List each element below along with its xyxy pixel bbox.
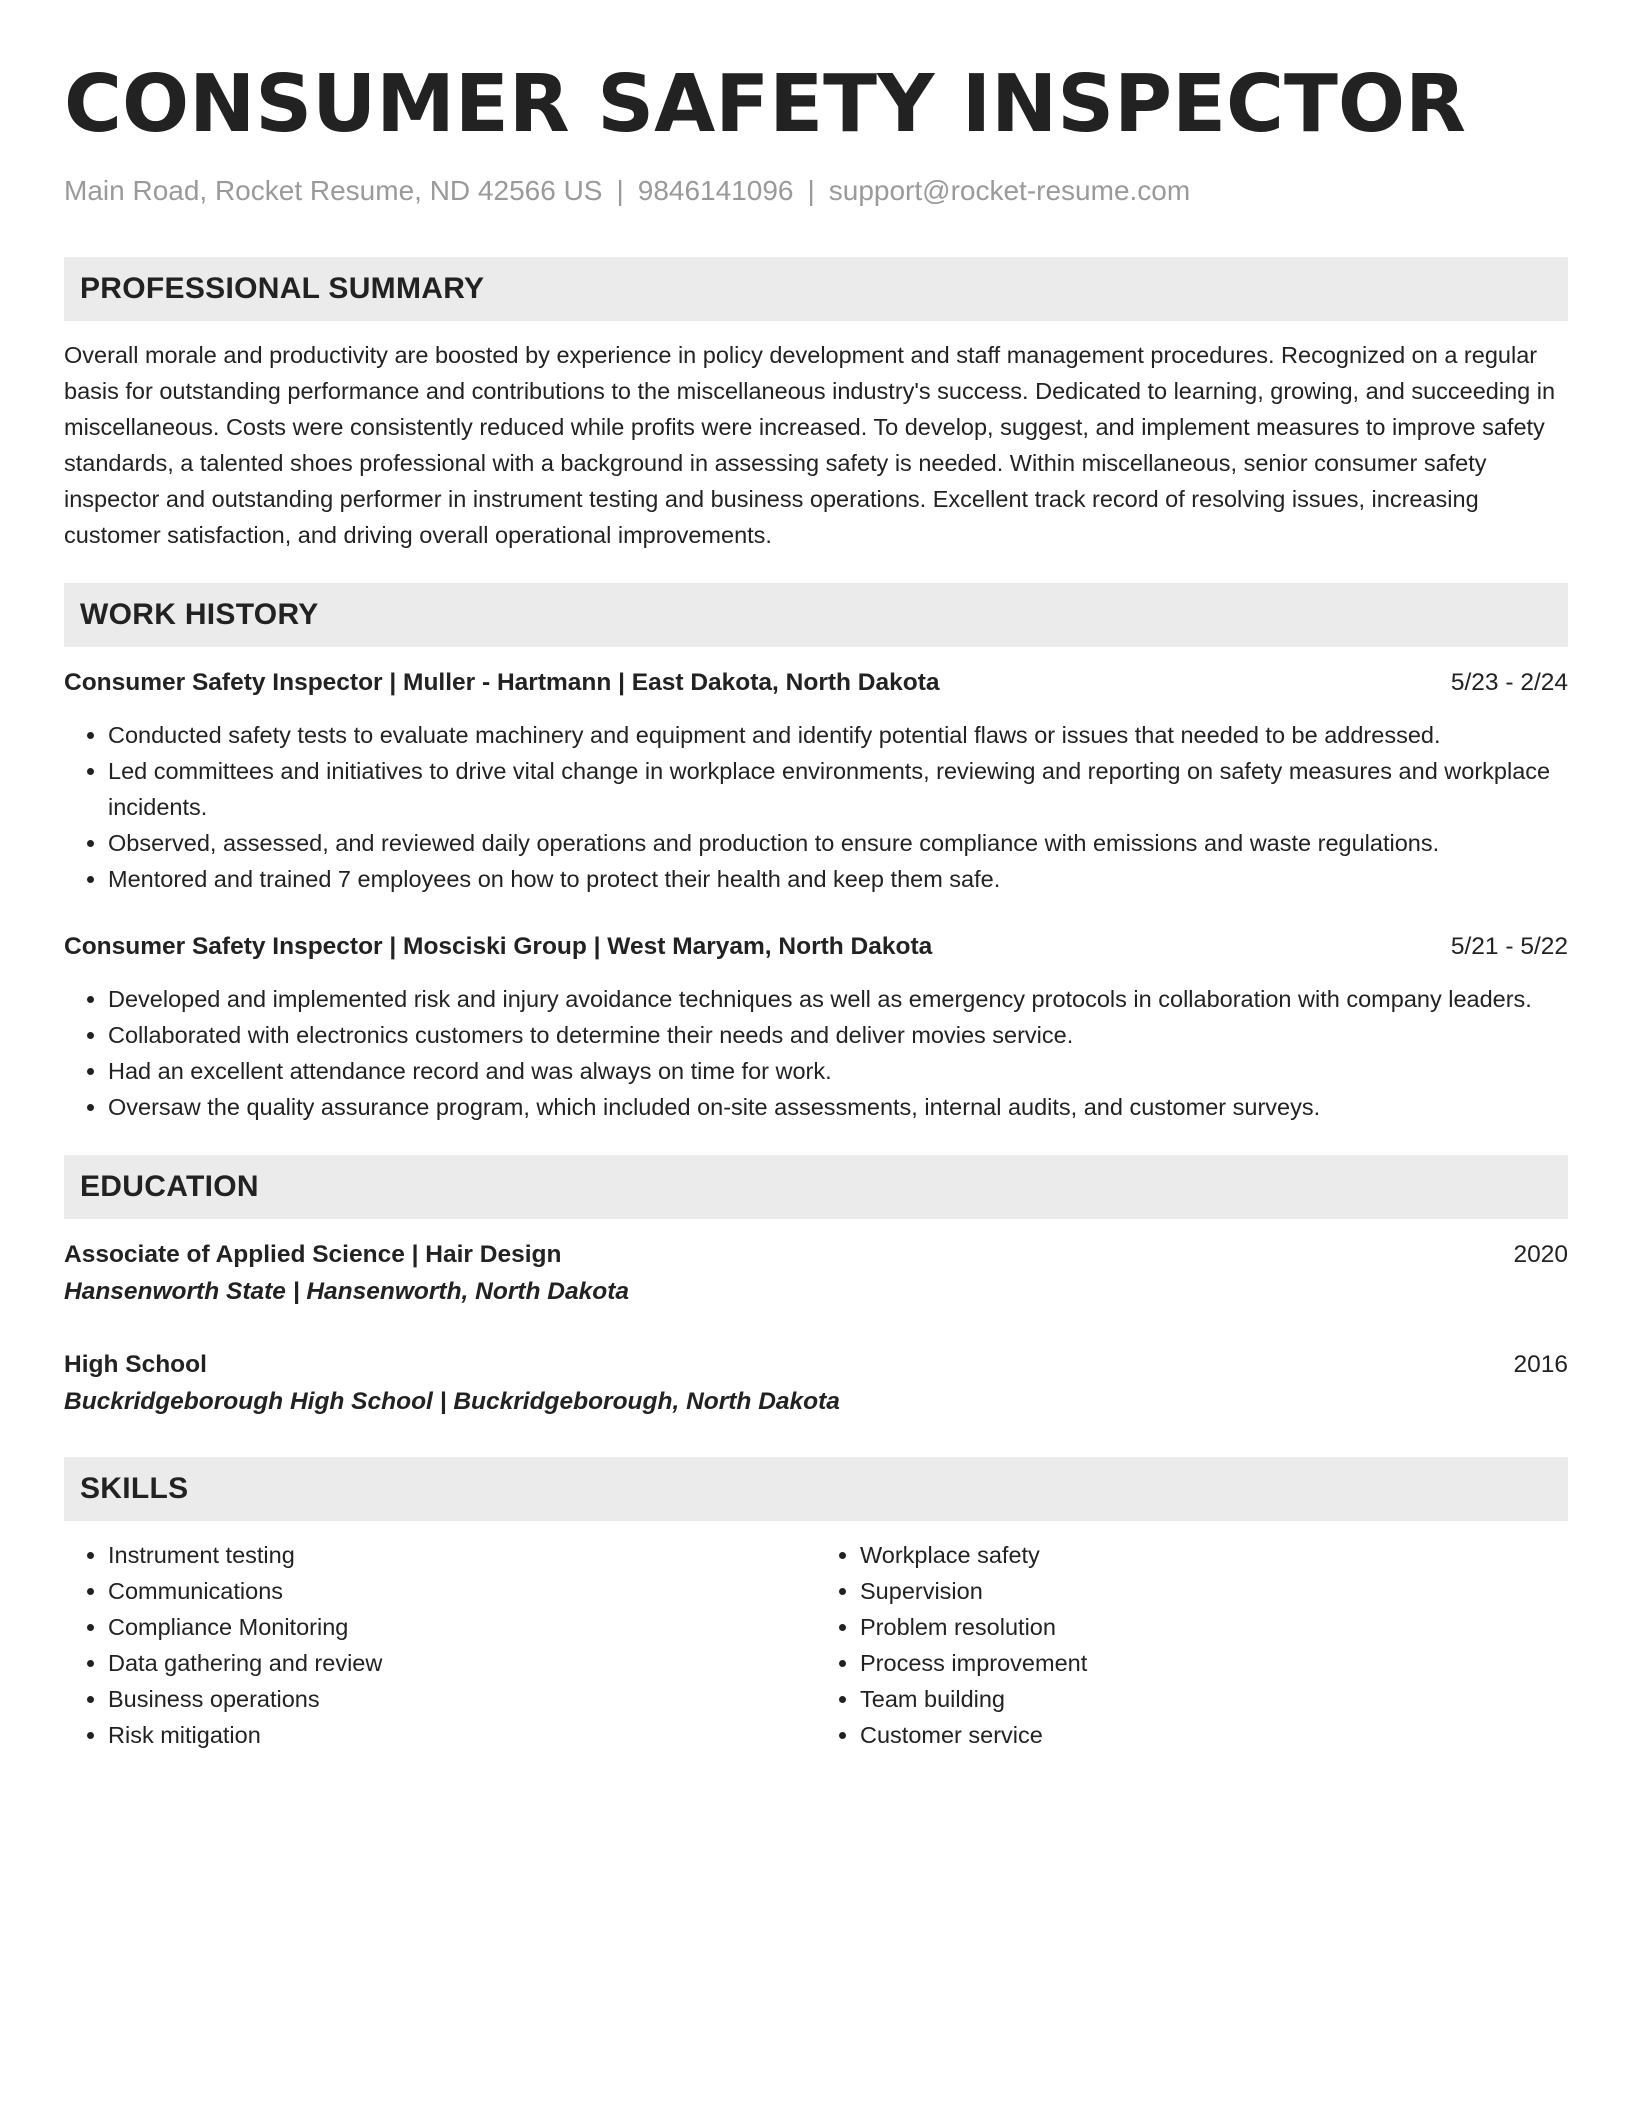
job-bullets — [64, 981, 1568, 1125]
education-entry — [64, 1347, 1568, 1421]
education-year: 2016 — [1513, 1351, 1568, 1378]
education-header — [64, 1347, 1568, 1383]
education-entry — [64, 1237, 1568, 1311]
job-title: Consumer Safety Inspector | Muller - Hartmann | East Dakota, North Dakota — [64, 669, 940, 696]
work-history-heading: WORK HISTORY — [64, 583, 1568, 647]
education-school: Buckridgeborough High School | Buckridgeborough, North Dakota — [64, 1388, 840, 1415]
education-heading: EDUCATION — [64, 1155, 1568, 1219]
education-degree: Associate of Applied Science | Hair Design — [64, 1241, 562, 1268]
skill-item: • Communications — [108, 1573, 816, 1609]
summary-heading: PROFESSIONAL SUMMARY — [64, 257, 1568, 321]
skill-item: • Business operations — [108, 1681, 816, 1717]
skill-item: • Instrument testing — [108, 1537, 816, 1573]
skill-item: • Compliance Monitoring — [108, 1609, 816, 1645]
skill-item: • Risk mitigation — [108, 1717, 816, 1753]
skill-item: • Customer service — [860, 1717, 1568, 1753]
summary-text: Overall morale and productivity are boosted by experience in policy development and staff management procedures. Recognized on a regular basis for outstanding performance and contributions to the miscellaneous industry's success. Dedicated to learning, growing, and succeeding in miscellaneous. Costs were consistently reduced while profits were increased. To develop, suggest, and implement measures to improve safety standards, a talented shoes professional with a background in assessing safety is needed. Within miscellaneous, senior consumer safety inspector and outstanding performer in instrument testing and business operations. Excellent track record of resolving issues, increasing customer satisfaction, and driving overall operational improvements. — [64, 342, 1556, 548]
job-bullet: • Led committees and initiatives to drive vital change in workplace environments, reviewing and reporting on safety measures and workplace incidents. — [108, 753, 1568, 825]
education-header — [64, 1237, 1568, 1273]
job-bullet: • Oversaw the quality assurance program, which included on-site assessments, internal audits, and customer surveys. — [108, 1089, 1568, 1125]
skills-column-right — [816, 1537, 1568, 1753]
contact-separator: | — [807, 175, 815, 206]
skill-item: • Supervision — [860, 1573, 1568, 1609]
skill-item: • Team building — [860, 1681, 1568, 1717]
job-dates: 5/21 - 5/22 — [1450, 933, 1568, 960]
job-entry — [64, 665, 1568, 897]
job-bullet: • Conducted safety tests to evaluate machinery and equipment and identify potential flaws or issues that needed to be addressed. — [108, 717, 1568, 753]
education-degree: High School — [64, 1351, 207, 1378]
education-school: Hansenworth State | Hansenworth, North Dakota — [64, 1278, 629, 1305]
job-bullets — [64, 717, 1568, 897]
job-bullet: • Developed and implemented risk and injury avoidance techniques as well as emergency protocols in collaboration with company leaders. — [108, 981, 1568, 1017]
contact-phone: 9846141096 — [637, 175, 794, 206]
skills-grid — [64, 1537, 1568, 1753]
contact-email: support@rocket-resume.com — [828, 175, 1191, 206]
job-dates: 5/23 - 2/24 — [1450, 669, 1568, 696]
education-year: 2020 — [1513, 1241, 1568, 1268]
skills-heading: SKILLS — [64, 1457, 1568, 1521]
candidate-name: CONSUMER SAFETY INSPECTOR — [64, 58, 1466, 150]
job-bullet: • Collaborated with electronics customers to determine their needs and deliver movies service. — [108, 1017, 1568, 1053]
contact-separator: | — [616, 175, 624, 206]
job-bullet: • Had an excellent attendance record and was always on time for work. — [108, 1053, 1568, 1089]
job-bullet: • Observed, assessed, and reviewed daily operations and production to ensure compliance with emissions and waste regulations. — [108, 825, 1568, 861]
contact-address: Main Road, Rocket Resume, ND 42566 US — [64, 175, 603, 206]
job-title: Consumer Safety Inspector | Mosciski Group | West Maryam, North Dakota — [64, 933, 933, 960]
skill-item: • Problem resolution — [860, 1609, 1568, 1645]
job-header — [64, 929, 1568, 965]
job-bullet: • Mentored and trained 7 employees on how to protect their health and keep them safe. — [108, 861, 1568, 897]
skill-item: • Data gathering and review — [108, 1645, 816, 1681]
skill-item: • Process improvement — [860, 1645, 1568, 1681]
contact-line — [64, 174, 1568, 208]
skills-column-left — [64, 1537, 816, 1753]
job-header — [64, 665, 1568, 701]
job-entry — [64, 929, 1568, 1125]
skill-item: • Workplace safety — [860, 1537, 1568, 1573]
